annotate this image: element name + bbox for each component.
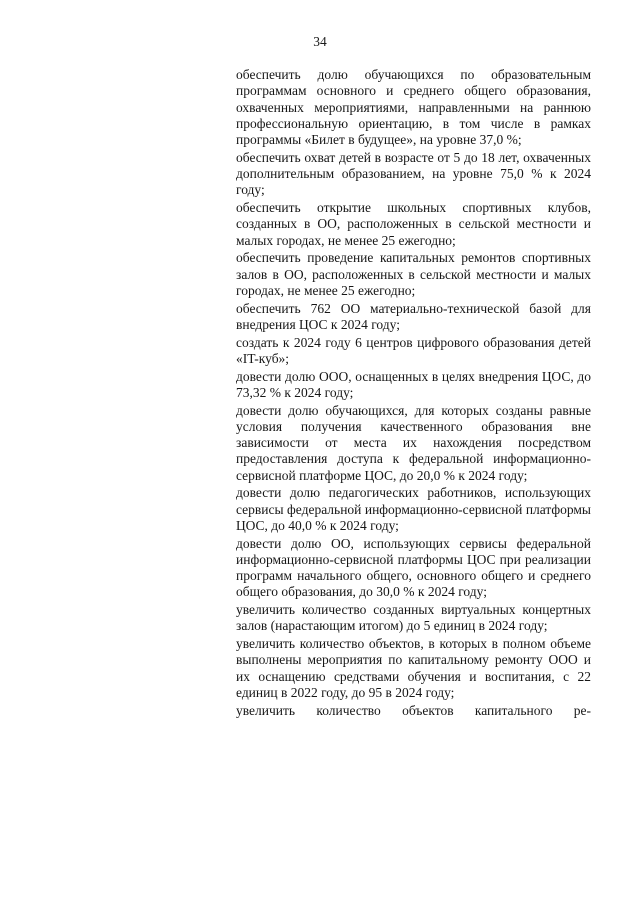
list-item: создать к 2024 году 6 центров цифрового образования детей «IT-куб»; xyxy=(236,334,591,366)
list-item: обеспечить 762 ОО материально-технической базой для внедрения ЦОС к 2024 году; xyxy=(236,300,591,332)
list-item: обеспечить охват детей в возрасте от 5 до 18 лет, охваченных дополнительным образованием, на уровне 75,0 % к 2024 году; xyxy=(236,149,591,198)
list-item: увеличить количество объектов капитального ре- xyxy=(236,702,591,718)
list-item: увеличить количество объектов, в которых в полном объеме выполнены мероприятия по капитальному ремонту ООО и их оснащению средствами обучения и воспитания, с 22 единиц в 2022 году, до 95 в 2024 году; xyxy=(236,636,591,700)
list-item: обеспечить открытие школьных спортивных клубов, созданных в ОО, расположенных в сельской местности и малых городах, не менее 25 ежегодно; xyxy=(236,200,591,248)
list-item: увеличить количество созданных виртуальных концертных залов (нарастающим итогом) до 5 единиц в 2024 году; xyxy=(236,602,591,634)
list-item: довести долю ОО, использующих сервисы федеральной информационно-сервисной платформы ЦОС при реализации программ начального общего, основного общего и среднего общего образования, до 30,0 % к 2024 году; xyxy=(236,535,591,600)
page-body xyxy=(236,67,591,720)
list-item: довести долю обучающихся, для которых созданы равные условия получения качественного образования вне зависимости от места их нахождения посредством предоставления доступа к федеральной информационно-сервисной платформе ЦОС, до 20,0 % к 2024 году; xyxy=(236,402,591,483)
list-item: обеспечить проведение капитальных ремонтов спортивных залов в ОО, расположенных в сельской местности и малых городах, не менее 25 ежегодно; xyxy=(236,250,591,298)
list-item: обеспечить долю обучающихся по образовательным программам основного и среднего общего образования, охваченных мероприятиями, направленными на раннюю профессиональную ориентацию, в том числе в рамках программы «Билет в будущее», на уровне 37,0 %; xyxy=(236,67,591,147)
page-number: 34 xyxy=(313,34,327,49)
list-item: довести долю педагогических работников, использующих сервисы федеральной информационно-сервисной платформы ЦОС, до 40,0 % к 2024 году; xyxy=(236,485,591,533)
list-item: довести долю ООО, оснащенных в целях внедрения ЦОС, до 73,32 % к 2024 году; xyxy=(236,368,591,400)
